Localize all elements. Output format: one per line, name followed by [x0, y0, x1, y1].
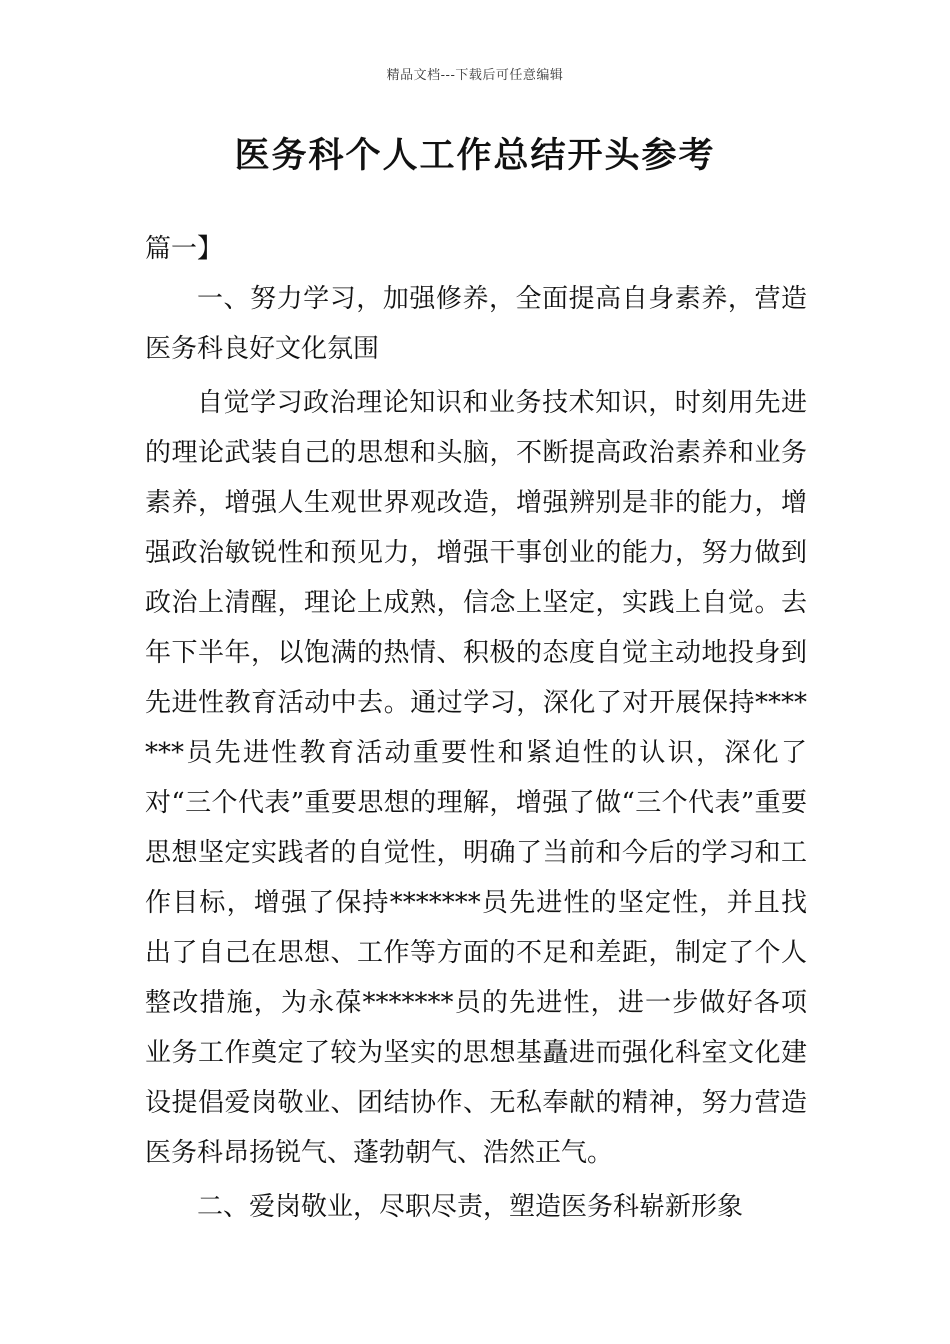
section-heading-2: 二、爱岗敬业，尽职尽责，塑造医务科崭新形象	[197, 1192, 744, 1222]
document-body	[145, 224, 807, 1232]
body-paragraph-1: 自觉学习政治理论知识和业务技术知识，时刻用先进的理论武装自己的思想和头脑，不断提高政治素养和业务素养，增强人生观世界观改造，增强辨别是非的能力，增强政治敏锐性和预见力，增强干事创业的能力，努力做到政治上清醒，理论上成熟，信念上坚定，实践上自觉。去年下半年，以饱满的热情、积极的态度自觉主动地投身到先进性教育活动中去。通过学习，深化了对开展保持*******员先进性教育活动重要性和紧迫性的认识，深化了对“三个代表”重要思想的理解，增强了做“三个代表”重要思想坚定实践者的自觉性，明确了当前和今后的学习和工作目标，增强了保持*******员先进性的坚定性，并且找出了自己在思想、工作等方面的不足和差距，制定了个人整改措施，为永葆*******员的先进性，进一步做好各项业务工作奠定了较为坚实的思想基矗进而强化科室文化建设提倡爱岗敬业、团结协作、无私奉献的精神，努力营造医务科昂扬锐气、蓬勃朝气、浩然正气。	[145, 388, 807, 1168]
section-heading-1: 一、努力学习，加强修养，全面提高自身素养，营造医务科良好文化氛围	[145, 284, 807, 364]
header-note: 精品文档---下载后可任意编辑	[386, 68, 564, 83]
section-label: 篇一】	[145, 234, 224, 264]
document-title: 医务科个人工作总结开头参考	[234, 135, 716, 176]
